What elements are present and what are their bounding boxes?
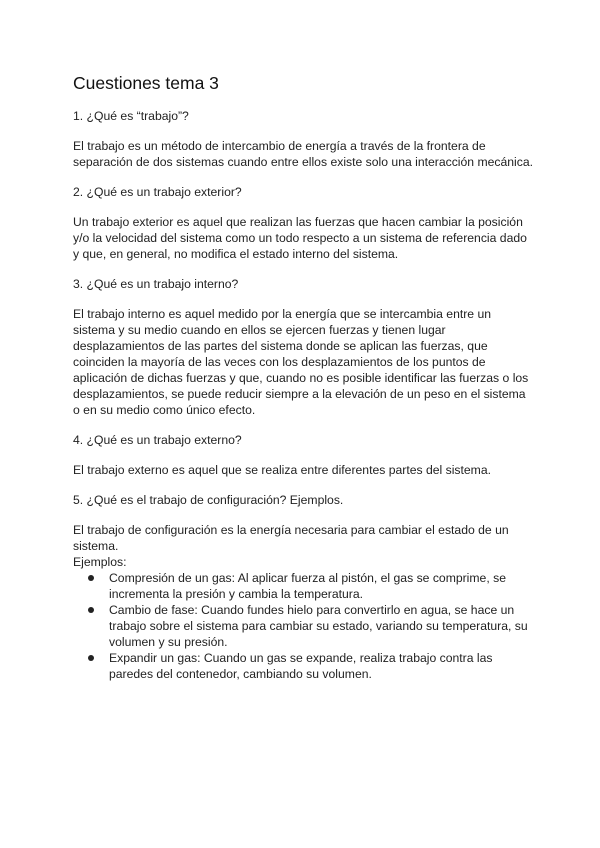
example-item [73,650,533,682]
example-text: Cambio de fase: Cuando fundes hielo para convertirlo en agua, se hace un trabajo sobre el sistema para cambiar su estado, variando su temperatura, su volumen y su presión. [109,603,528,649]
question-5: 5. ¿Qué es el trabajo de configuración? Ejemplos. [73,493,344,507]
bullet-icon [88,607,94,613]
answer-4: El trabajo externo es aquel que se realiza entre diferentes partes del sistema. [73,463,491,477]
examples-list [73,570,533,682]
question-1: 1. ¿Qué es “trabajo”? [73,109,189,123]
question-2: 2. ¿Qué es un trabajo exterior? [73,185,242,199]
question-3: 3. ¿Qué es un trabajo interno? [73,277,239,291]
examples-label: Ejemplos: [73,555,127,569]
example-item [73,602,533,650]
bullet-icon [88,575,94,581]
answer-3: El trabajo interno es aquel medido por la energía que se intercambia entre un sistema y su medio cuando en ellos se ejercen fuerzas y tienen lugar desplazamientos de las partes del sistema donde se aplican las fuerzas, que coinciden la mayoría de las veces con los desplazamientos de los puntos de aplicación de dichas fuerzas y que, cuando no es posible identificar las fuerzas o los desplazamientos, se puede reducir siempre a la elevación de un peso en el sistema o en su medio como único efecto. [73,307,529,417]
question-4: 4. ¿Qué es un trabajo externo? [73,433,242,447]
document-page [73,72,533,682]
example-text: Compresión de un gas: Al aplicar fuerza al pistón, el gas se comprime, se incrementa la presión y cambia la temperatura. [109,571,506,601]
answer-5: El trabajo de configuración es la energía necesaria para cambiar el estado de un sistema. [73,523,509,553]
bullet-icon [88,655,94,661]
example-item [73,570,533,602]
example-text: Expandir un gas: Cuando un gas se expande, realiza trabajo contra las paredes del contenedor, cambiando su volumen. [109,651,493,681]
answer-2: Un trabajo exterior es aquel que realizan las fuerzas que hacen cambiar la posición y/o la velocidad del sistema como un todo respecto a un sistema de referencia dado y que, en general, no modifica el estado interno del sistema. [73,215,527,261]
document-title: Cuestiones tema 3 [73,73,219,93]
answer-1: El trabajo es un método de intercambio de energía a través de la frontera de separación de dos sistemas cuando entre ellos existe solo una interacción mecánica. [73,139,534,169]
